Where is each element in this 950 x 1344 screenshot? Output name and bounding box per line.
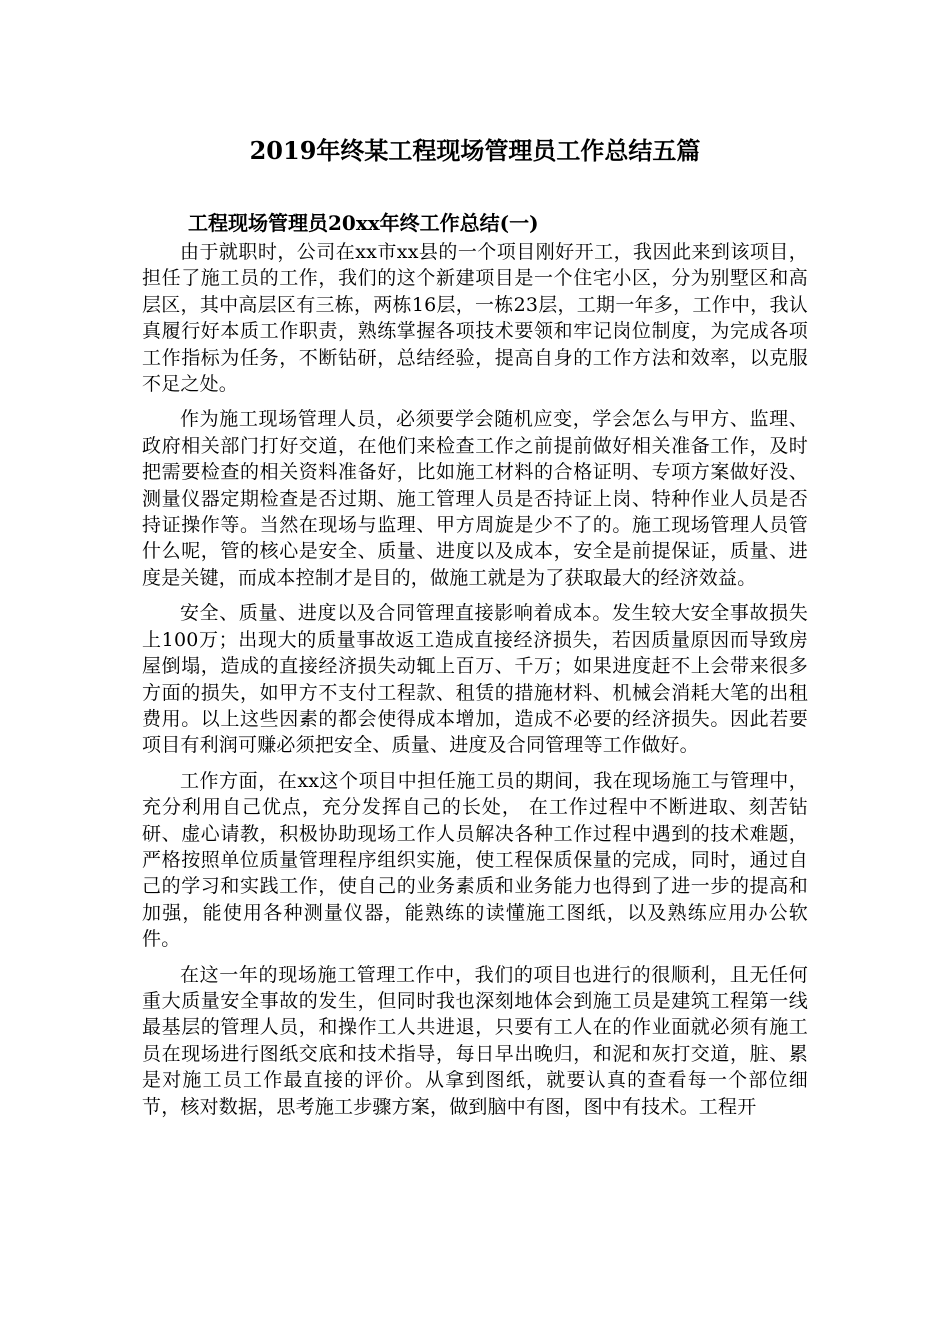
paragraph-5: 在这一年的现场施工管理工作中，我们的项目也进行的很顺利，且无任何重大质量安全事故的发生，但同时我也深刻地体会到施工员是建筑工程第一线最基层的管理人员，和操作工人共进退，只要有工人在的作业面就必须有施工员在现场进行图纸交底和技术指导，每日早出晚归，和泥和灰打交道，脏、累是对施工员工作最直接的评价。从拿到图纸，就要认真的查看每一个部位细节，核对数据，思考施工步骤方案，做到脑中有图，图中有技术。工程开 bbox=[142, 963, 808, 1118]
paragraph-2: 作为施工现场管理人员，必须要学会随机应变，学会怎么与甲方、监理、政府相关部门打好交道，在他们来检查工作之前提前做好相关准备工作，及时把需要检查的相关资料准备好，比如施工材料的合格证明、专项方案做好没、测量仪器定期检查是否过期、施工管理人员是否持证上岗、特种作业人员是否持证操作等。当然在现场与监理、甲方周旋是少不了的。施工现场管理人员管什么呢，管的核心是安全、质量、进度以及成本，安全是前提保证，质量、进度是关键，而成本控制才是目的，做施工就是为了获取最大的经济效益。 bbox=[142, 408, 808, 589]
document-body bbox=[142, 207, 808, 1129]
paragraph-3: 安全、质量、进度以及合同管理直接影响着成本。发生较大安全事故损失上100万；出现大的质量事故返工造成直接经济损失，若因质量原因而导致房屋倒塌，造成的直接经济损失动辄上百万、千万；如果进度赶不上会带来很多方面的损失，如甲方不支付工程款、租赁的措施材料、机械会消耗大笔的出租费用。以上这些因素的都会使得成本增加，造成不必要的经济损失。因此若要项目有利润可赚必须把安全、质量、进度及合同管理等工作做好。 bbox=[142, 602, 808, 757]
paragraph-4: 工作方面，在xx这个项目中担任施工员的期间，我在现场施工与管理中，充分利用自己优点，充分发挥自己的长处， 在工作过程中不断进取、刻苦钻研、虚心请教，积极协助现场工作人员解决各种工作过程中遇到的技术难题，严格按照单位质量管理程序组织实施，使工程保质保量的完成，同时，通过自己的学习和实践工作，使自己的业务素质和业务能力也得到了进一步的提高和加强，能使用各种测量仪器，能熟练的读懂施工图纸，以及熟练应用办公软件。 bbox=[142, 769, 808, 951]
document-title: 2019年终某工程现场管理员工作总结五篇 bbox=[249, 136, 701, 165]
paragraph-1: 由于就职时，公司在xx市xx县的一个项目刚好开工，我因此来到该项目，担任了施工员的工作，我们的这个新建项目是一个住宅小区，分为别墅区和高层区，其中高层区有三栋，两栋16层，一栋23层，工期一年多，工作中，我认真履行好本质工作职责，熟练掌握各项技术要领和牢记岗位制度，为完成各项工作指标为任务，不断钻研，总结经验，提高自身的工作方法和效率，以克服不足之处。 bbox=[142, 241, 808, 396]
section-heading: 工程现场管理员20xx年终工作总结(一) bbox=[188, 211, 539, 235]
